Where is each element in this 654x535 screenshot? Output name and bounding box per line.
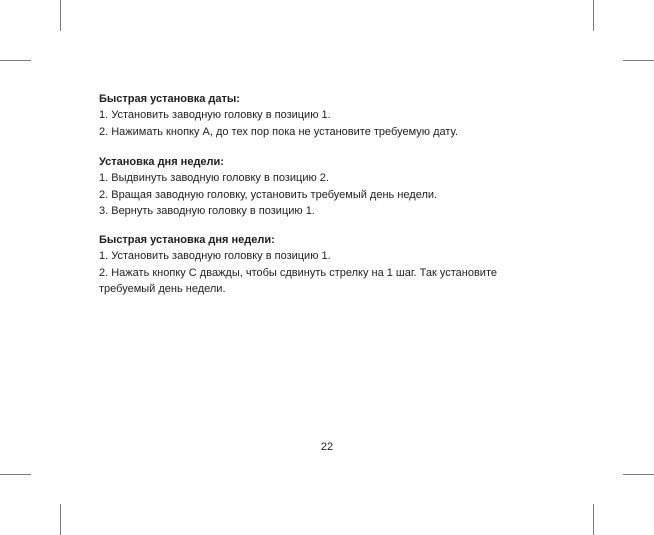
section-day-of-week-set (99, 154, 569, 219)
crop-mark-top-right-vertical (593, 0, 594, 31)
crop-mark-bottom-left-horizontal (0, 474, 31, 475)
instruction-step: 2. Вращая заводную головку, установить требуемый день недели. (99, 188, 438, 201)
crop-mark-top-right-horizontal (623, 60, 654, 61)
section-quick-day-of-week-set (99, 232, 569, 297)
crop-mark-top-left-horizontal (0, 60, 31, 61)
instruction-step: 1. Установить заводную головку в позицию 1. (99, 109, 331, 122)
crop-mark-bottom-right-vertical (593, 504, 594, 535)
page-number: 22 (320, 441, 334, 453)
crop-mark-bottom-left-vertical (60, 504, 61, 535)
instruction-step: 2. Нажимать кнопку А, до тех пор пока не установите требуемую дату. (99, 125, 458, 138)
instruction-step-wrap: требуемый день недели. (99, 282, 226, 295)
section-title: Установка дня недели: (99, 156, 224, 168)
section-title: Быстрая установка дня недели: (99, 234, 275, 246)
instruction-step: 3. Вернуть заводную головку в позицию 1. (99, 204, 315, 217)
section-title: Быстрая установка даты: (99, 93, 240, 105)
instruction-step: 1. Выдвинуть заводную головку в позицию 2. (99, 172, 329, 185)
crop-mark-top-left-vertical (60, 0, 61, 31)
instruction-step: 2. Нажать кнопку С дважды, чтобы сдвинуть стрелку на 1 шаг. Так установите (99, 266, 497, 279)
instruction-step: 1. Установить заводную головку в позицию 1. (99, 250, 331, 263)
crop-mark-bottom-right-horizontal (623, 474, 654, 475)
section-quick-date-set (99, 91, 569, 140)
